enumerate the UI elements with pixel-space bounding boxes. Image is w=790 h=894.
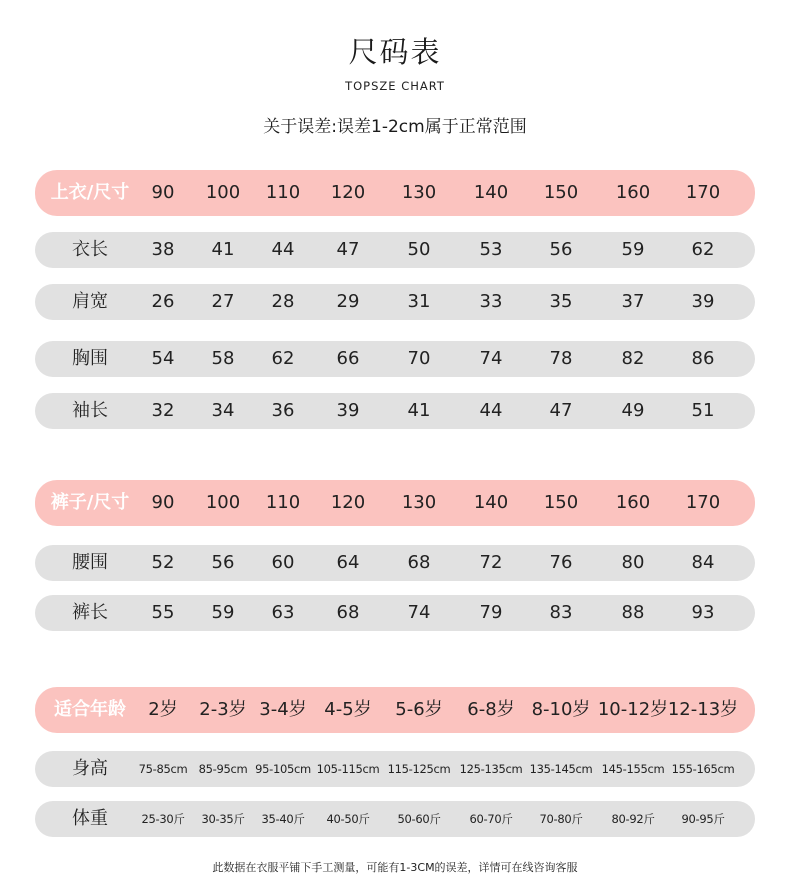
table-cell: 100 bbox=[205, 182, 241, 203]
age-header-row bbox=[35, 687, 755, 733]
table-cell: 120 bbox=[330, 492, 366, 513]
table-cell: 47 bbox=[549, 400, 573, 421]
top-table-row bbox=[35, 284, 755, 320]
table-cell: 74 bbox=[479, 348, 503, 369]
table-cell: 160 bbox=[615, 492, 651, 513]
table-cell: 10-12岁 bbox=[597, 699, 669, 720]
table-cell: 38 bbox=[151, 239, 175, 260]
page-subtitle: TOPSZE CHART bbox=[345, 79, 445, 93]
table-cell: 32 bbox=[151, 400, 175, 421]
table-cell: 100 bbox=[205, 492, 241, 513]
table-cell: 31 bbox=[407, 291, 431, 312]
age-table-row bbox=[35, 801, 755, 837]
table-cell: 12-13岁 bbox=[667, 699, 739, 720]
table-cell: 70-80斤 bbox=[539, 812, 583, 826]
table-cell: 44 bbox=[479, 400, 503, 421]
row-label: 衣长 bbox=[72, 239, 108, 260]
table-cell: 110 bbox=[265, 492, 301, 513]
table-cell: 8-10岁 bbox=[531, 699, 591, 720]
table-cell: 145-155cm bbox=[601, 762, 665, 776]
table-cell: 78 bbox=[549, 348, 573, 369]
table-cell: 84 bbox=[691, 552, 715, 573]
table-cell: 90 bbox=[151, 182, 175, 203]
table-cell: 6-8岁 bbox=[467, 699, 515, 720]
age-table-row bbox=[35, 751, 755, 787]
table-cell: 83 bbox=[549, 602, 573, 623]
table-cell: 64 bbox=[336, 552, 360, 573]
pants-table-row bbox=[35, 545, 755, 581]
pants-header-row bbox=[35, 480, 755, 526]
table-cell: 29 bbox=[336, 291, 360, 312]
table-cell: 140 bbox=[473, 492, 509, 513]
table-cell: 72 bbox=[479, 552, 503, 573]
table-cell: 41 bbox=[211, 239, 235, 260]
top-table-row bbox=[35, 393, 755, 429]
table-cell: 86 bbox=[691, 348, 715, 369]
table-cell: 35-40斤 bbox=[261, 812, 305, 826]
table-cell: 36 bbox=[271, 400, 295, 421]
table-cell: 2-3岁 bbox=[199, 699, 247, 720]
table-cell: 51 bbox=[691, 400, 715, 421]
table-cell: 170 bbox=[685, 182, 721, 203]
page-title: 尺码表 bbox=[348, 35, 442, 69]
table-cell: 56 bbox=[549, 239, 573, 260]
table-cell: 37 bbox=[621, 291, 645, 312]
table-cell: 53 bbox=[479, 239, 503, 260]
table-cell: 75-85cm bbox=[138, 762, 188, 776]
table-cell: 62 bbox=[691, 239, 715, 260]
table-cell: 85-95cm bbox=[198, 762, 248, 776]
table-cell: 28 bbox=[271, 291, 295, 312]
table-cell: 150 bbox=[543, 492, 579, 513]
table-cell: 82 bbox=[621, 348, 645, 369]
row-label: 腰围 bbox=[72, 552, 108, 573]
row-label: 体重 bbox=[72, 808, 108, 829]
table-cell: 68 bbox=[407, 552, 431, 573]
table-cell: 40-50斤 bbox=[326, 812, 370, 826]
row-label: 袖长 bbox=[72, 400, 108, 421]
row-label: 上衣/尺寸 bbox=[50, 182, 130, 203]
table-cell: 58 bbox=[211, 348, 235, 369]
table-cell: 62 bbox=[271, 348, 295, 369]
table-cell: 140 bbox=[473, 182, 509, 203]
table-cell: 39 bbox=[336, 400, 360, 421]
table-cell: 55 bbox=[151, 602, 175, 623]
table-cell: 110 bbox=[265, 182, 301, 203]
row-label: 肩宽 bbox=[72, 291, 108, 312]
table-cell: 90 bbox=[151, 492, 175, 513]
table-cell: 93 bbox=[691, 602, 715, 623]
table-cell: 90-95斤 bbox=[681, 812, 725, 826]
top-header-row bbox=[35, 170, 755, 216]
table-cell: 2岁 bbox=[148, 699, 178, 720]
row-label: 裤长 bbox=[72, 602, 108, 623]
table-cell: 160 bbox=[615, 182, 651, 203]
table-cell: 155-165cm bbox=[671, 762, 735, 776]
table-cell: 60-70斤 bbox=[469, 812, 513, 826]
table-cell: 79 bbox=[479, 602, 503, 623]
table-cell: 26 bbox=[151, 291, 175, 312]
table-cell: 80 bbox=[621, 552, 645, 573]
table-cell: 5-6岁 bbox=[395, 699, 443, 720]
table-cell: 130 bbox=[401, 492, 437, 513]
table-cell: 34 bbox=[211, 400, 235, 421]
pants-table-row bbox=[35, 595, 755, 631]
table-cell: 59 bbox=[621, 239, 645, 260]
table-cell: 68 bbox=[336, 602, 360, 623]
table-cell: 66 bbox=[336, 348, 360, 369]
tolerance-note: 关于误差:误差1-2cm属于正常范围 bbox=[263, 117, 527, 137]
table-cell: 70 bbox=[407, 348, 431, 369]
table-cell: 35 bbox=[549, 291, 573, 312]
table-cell: 60 bbox=[271, 552, 295, 573]
table-cell: 95-105cm bbox=[255, 762, 311, 776]
row-label: 身高 bbox=[72, 758, 108, 779]
table-cell: 135-145cm bbox=[529, 762, 593, 776]
table-cell: 27 bbox=[211, 291, 235, 312]
row-label: 适合年龄 bbox=[54, 699, 126, 720]
row-label: 胸围 bbox=[72, 348, 108, 369]
table-cell: 30-35斤 bbox=[201, 812, 245, 826]
table-cell: 120 bbox=[330, 182, 366, 203]
table-cell: 115-125cm bbox=[387, 762, 451, 776]
table-cell: 80-92斤 bbox=[611, 812, 655, 826]
table-cell: 50-60斤 bbox=[397, 812, 441, 826]
table-cell: 52 bbox=[151, 552, 175, 573]
table-cell: 56 bbox=[211, 552, 235, 573]
table-cell: 105-115cm bbox=[316, 762, 380, 776]
table-cell: 88 bbox=[621, 602, 645, 623]
table-cell: 33 bbox=[479, 291, 503, 312]
table-cell: 130 bbox=[401, 182, 437, 203]
table-cell: 59 bbox=[211, 602, 235, 623]
table-cell: 50 bbox=[407, 239, 431, 260]
table-cell: 39 bbox=[691, 291, 715, 312]
table-cell: 44 bbox=[271, 239, 295, 260]
row-label: 裤子/尺寸 bbox=[50, 492, 130, 513]
table-cell: 41 bbox=[407, 400, 431, 421]
top-table-row bbox=[35, 341, 755, 377]
table-cell: 4-5岁 bbox=[324, 699, 372, 720]
table-cell: 74 bbox=[407, 602, 431, 623]
table-cell: 47 bbox=[336, 239, 360, 260]
table-cell: 54 bbox=[151, 348, 175, 369]
table-cell: 76 bbox=[549, 552, 573, 573]
table-cell: 63 bbox=[271, 602, 295, 623]
table-cell: 49 bbox=[621, 400, 645, 421]
table-cell: 125-135cm bbox=[459, 762, 523, 776]
table-cell: 3-4岁 bbox=[259, 699, 307, 720]
table-cell: 170 bbox=[685, 492, 721, 513]
footer-note: 此数据在衣服平铺下手工测量，可能有1-3CM的误差，详情可在线咨询客服 bbox=[212, 861, 578, 874]
top-table-row bbox=[35, 232, 755, 268]
table-cell: 25-30斤 bbox=[141, 812, 185, 826]
table-cell: 150 bbox=[543, 182, 579, 203]
